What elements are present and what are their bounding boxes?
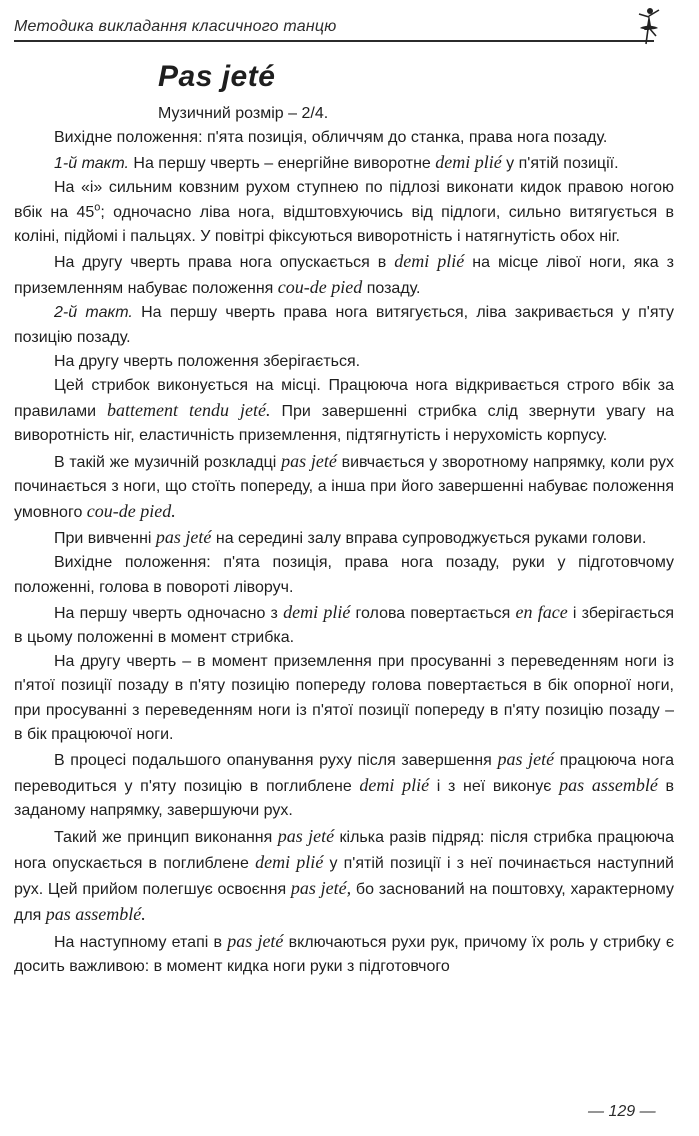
header-rule — [14, 40, 654, 42]
paragraph — [14, 600, 674, 650]
text-run: кілька разів підряд: після стрибка працююча нога опускається в поглиблене — [14, 828, 674, 872]
ballerina-icon — [630, 6, 664, 46]
superscript: о — [94, 201, 101, 214]
italic-term: cou-de pied — [277, 277, 363, 298]
text-run: у п'ятій позиції і з неї починається наступний рух. Цей прийом полегшує освоєння — [14, 854, 674, 899]
text-run: На другу чверть – в момент приземлення при просуванні з переведенням ноги із п'ятої позиції позаду в п'яту позицію попереду голова повертається в бік опорної ноги, при просуванні з переведенням ноги із п'ятої позиції попереду в п'яту позицію позаду – в бік працюючої ноги. — [14, 653, 674, 743]
paragraph — [14, 374, 674, 449]
paragraph — [14, 126, 674, 150]
running-header — [14, 12, 662, 42]
italic-term: cou-de pied. — [86, 501, 176, 522]
text-run: Вихідне положення: п'ята позиція, права нога позаду, руки у підготовчому положенні, голова в повороті ліворуч. — [14, 554, 674, 596]
paragraph — [14, 747, 674, 824]
paragraph — [14, 150, 674, 176]
paragraph — [14, 249, 674, 301]
header-title: Методика викладання класичного танцю — [14, 18, 337, 35]
italic-term: pas jeté, — [290, 878, 352, 899]
paragraph — [14, 525, 674, 551]
musical-meter: Музичний розмір – 2/4. — [158, 105, 329, 122]
italic-term: pas assemblé — [559, 775, 658, 796]
page-number: — 129 — — [588, 1103, 656, 1120]
italic-term: pas jeté — [155, 527, 212, 548]
italic-term: pas jeté — [497, 749, 555, 770]
paragraph — [14, 929, 674, 979]
text-run: На наступному етапі в — [54, 933, 228, 951]
text-run: В такій же музичній розкладці — [54, 453, 282, 471]
text-run: включаються рухи рук, причому їх роль у стрибку є досить важливою: в момент кидка ноги руки з підготовчого — [14, 933, 674, 975]
text-run: Цей стрибок виконується на місці. Працююча нога відкривається строго вбік за правилами — [14, 377, 674, 421]
italic-term: pas jeté — [277, 825, 335, 846]
paragraph — [14, 650, 674, 747]
paragraph — [14, 350, 674, 374]
paragraph — [14, 176, 674, 249]
text-run: Такий же принцип виконання — [54, 828, 278, 846]
text-run: на середині залу вправа супроводжується руками голови. — [211, 530, 647, 548]
italic-term: demi plié — [394, 251, 465, 272]
text-run: На першу чверть одночасно з — [54, 604, 284, 622]
text-run: у п'ятій позиції. — [501, 155, 619, 173]
text-run: і зберігається в цьому положенні в момент стрибка. — [14, 604, 675, 647]
text-run: ; одночасно ліва нога, відштовхуючись від підлоги, сильно витягується в коліні, підйомі і пальцях. У повітрі фіксуються виворотність і натягнутість обох ніг. — [14, 203, 674, 245]
italic-label: 2-й такт. — [54, 304, 133, 322]
paragraph — [14, 551, 674, 599]
paragraph — [14, 824, 674, 929]
italic-term: demi plié — [435, 152, 502, 173]
text-run: На другу чверть права нога опускається в — [54, 254, 395, 272]
text-run: На першу чверть – енергійне виворотне — [128, 155, 436, 173]
paragraph — [14, 301, 674, 349]
text-run: На другу чверть положення зберігається. — [54, 352, 361, 370]
text-run: бо заснований на поштовху, характерному для — [14, 881, 674, 925]
text-run: При завершенні стрибка слід звернути увагу на виворотність ніг, еластичність приземлення, підтягнутість і нерухомість корпусу. — [14, 403, 675, 445]
section-title: Pas jeté — [158, 60, 276, 93]
text-run: вивчається у зворотному напрямку, коли рух починається з ноги, що стоїть попереду, а інша при його завершенні набуває положення умовного — [14, 453, 674, 522]
text-run: Вихідне положення: п'ята позиція, обличчям до станка, права нога позаду. — [54, 129, 608, 146]
body-text — [14, 126, 674, 979]
italic-term: pas jeté — [281, 450, 337, 471]
italic-term: en face — [515, 601, 568, 622]
text-run: позаду. — [362, 280, 421, 298]
text-run: На першу чверть права нога витягується, ліва закривається у п'яту позицію позаду. — [14, 304, 674, 346]
italic-term: pas assemblé. — [45, 904, 146, 925]
paragraph — [14, 449, 674, 526]
italic-term: battement tendu jeté. — [107, 400, 271, 421]
text-run: працююча нога переводиться у п'яту позицію в поглиблене — [14, 752, 674, 796]
italic-term: pas jeté — [227, 930, 284, 951]
italic-term: demi plié — [283, 601, 351, 622]
text-run: на місце лівої ноги, яка з приземленням набуває положення — [14, 254, 674, 298]
text-run: В процесі подальшого опанування руху після завершення — [54, 752, 498, 770]
italic-term: demi plié — [255, 851, 324, 872]
text-run: голова повертається — [350, 604, 516, 622]
page-content — [14, 58, 674, 979]
text-run: На «і» сильним ковзним рухом ступнею по підлозі виконати кидок правою ногою вбік на 45 — [14, 179, 674, 221]
italic-label: 1-й такт. — [54, 155, 129, 173]
text-run: При вивченні — [54, 530, 156, 548]
text-run: в заданому напрямку, завершуючи рух. — [14, 778, 675, 820]
text-run: і з неї виконує — [429, 778, 560, 796]
italic-term: demi plié — [359, 775, 430, 796]
